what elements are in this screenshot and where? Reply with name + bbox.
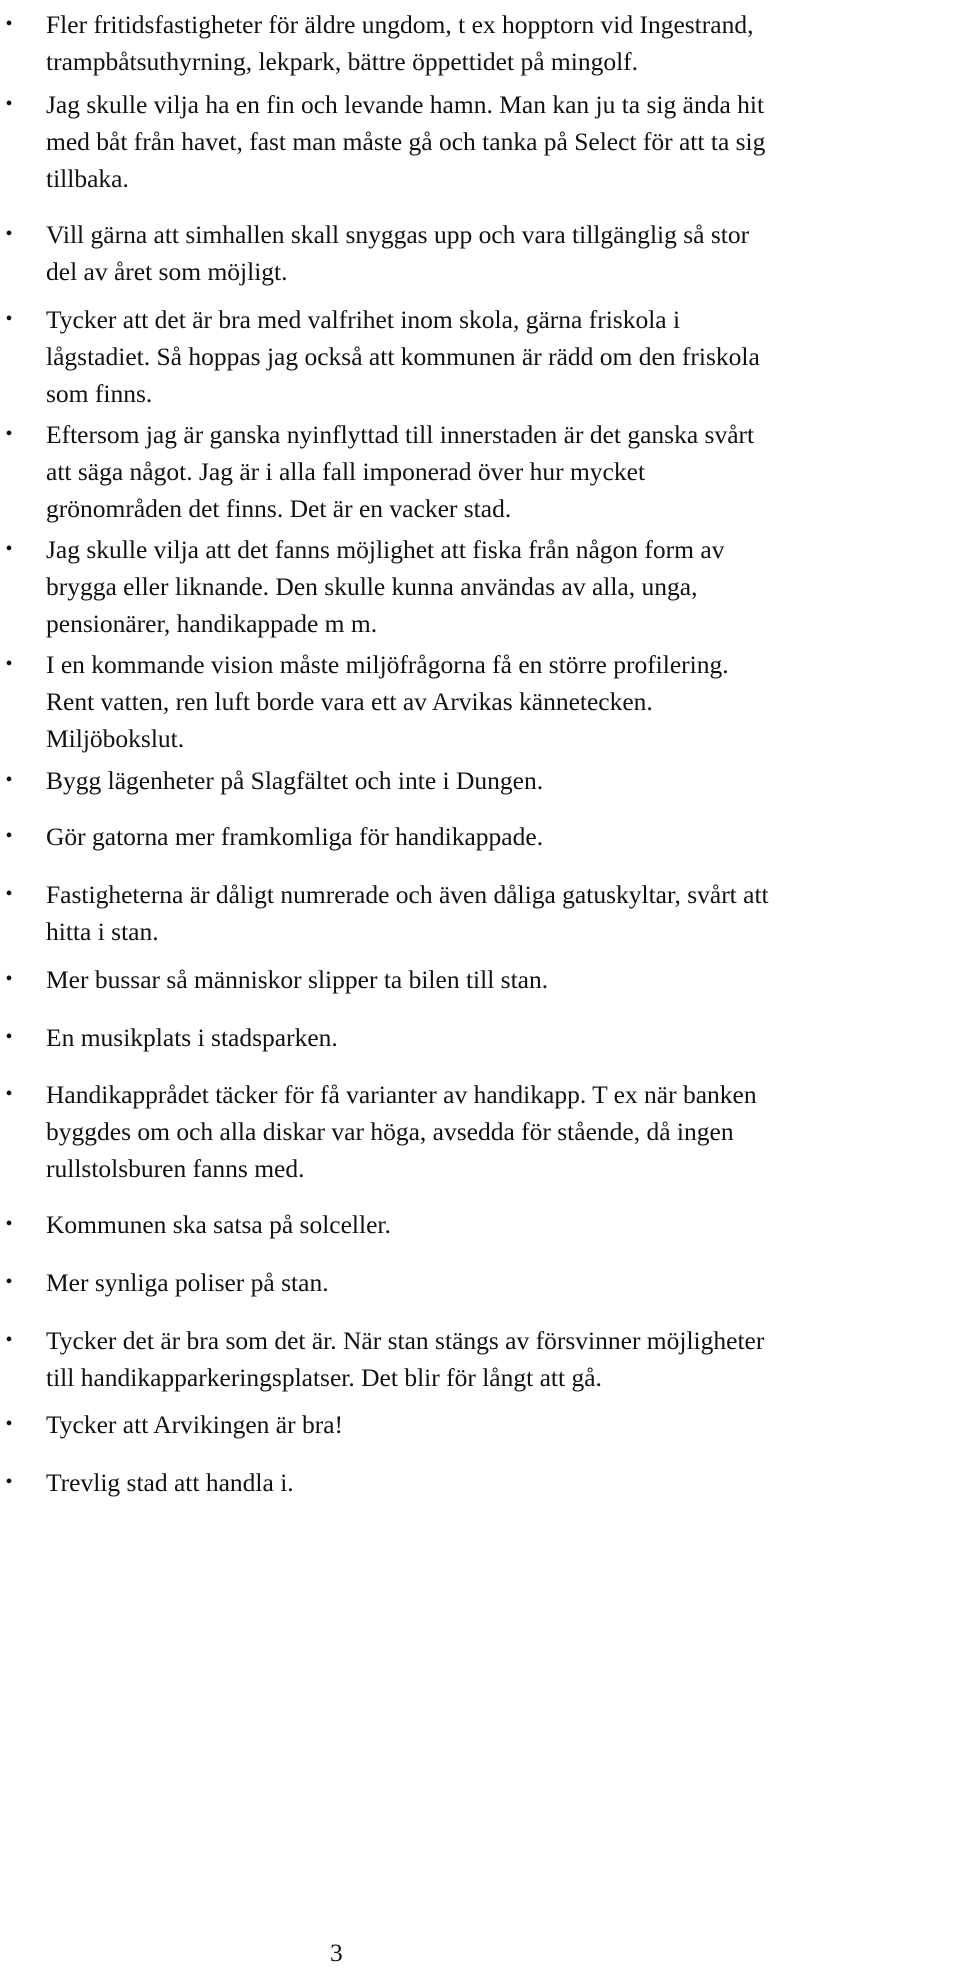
text-line: Handikapprådet täcker för få varianter av handikapp. T ex när banken xyxy=(46,1080,757,1109)
list-item-text xyxy=(46,1206,391,1243)
list-item-text xyxy=(46,961,548,998)
bullet-icon: • xyxy=(5,769,13,791)
list-item-text xyxy=(46,301,760,412)
bullet-icon: • xyxy=(5,1026,13,1048)
list-item-text xyxy=(46,1264,329,1301)
text-line: Fler fritidsfastigheter för äldre ungdom, t ex hopptorn vid Ingestrand, xyxy=(46,10,754,39)
text-line: pensionärer, handikappade m m. xyxy=(46,609,378,638)
text-line: till handikapparkeringsplatser. Det blir för långt att gå. xyxy=(46,1363,602,1392)
list-item-text xyxy=(46,1076,757,1187)
bullet-icon: • xyxy=(5,653,13,675)
text-line: Bygg lägenheter på Slagfältet och inte i Dungen. xyxy=(46,766,544,795)
text-line: med båt från havet, fast man måste gå och tanka på Select för att ta sig xyxy=(46,127,766,156)
text-line: Eftersom jag är ganska nyinflyttad till innerstaden är det ganska svårt xyxy=(46,420,755,449)
text-line: Vill gärna att simhallen skall snyggas upp och vara tillgänglig så stor xyxy=(46,220,750,249)
text-line: rullstolsburen fanns med. xyxy=(46,1154,305,1183)
list-item-text xyxy=(46,6,753,80)
text-line: Trevlig stad att handla i. xyxy=(46,1468,294,1497)
list-item-text xyxy=(46,876,769,950)
text-line: I en kommande vision måste miljöfrågorna få en större profilering. xyxy=(46,650,729,679)
text-line: grönområden det finns. Det är en vacker stad. xyxy=(46,494,512,523)
text-line: Jag skulle vilja ha en fin och levande hamn. Man kan ju ta sig ända hit xyxy=(46,90,765,119)
text-line: Fastigheterna är dåligt numrerade och även dåliga gatuskyltar, svårt att xyxy=(46,880,769,909)
list-item-text xyxy=(46,216,749,290)
text-line: Mer synliga poliser på stan. xyxy=(46,1268,329,1297)
list-item-text xyxy=(46,1322,764,1396)
text-line: Miljöbokslut. xyxy=(46,724,185,753)
bullet-icon: • xyxy=(5,538,13,560)
text-line: att säga något. Jag är i alla fall imponerad över hur mycket xyxy=(46,457,646,486)
bullet-icon: • xyxy=(5,1471,13,1493)
text-line: byggdes om och alla diskar var höga, avsedda för stående, då ingen xyxy=(46,1117,734,1146)
bullet-icon: • xyxy=(5,13,13,35)
text-line: Tycker att det är bra med valfrihet inom skola, gärna friskola i xyxy=(46,305,681,334)
bullet-icon: • xyxy=(5,1329,13,1351)
text-line: tillbaka. xyxy=(46,164,129,193)
text-line: trampbåtsuthyrning, lekpark, bättre öppettidet på mingolf. xyxy=(46,47,639,76)
text-line: Kommunen ska satsa på solceller. xyxy=(46,1210,391,1239)
text-line: Jag skulle vilja att det fanns möjlighet att fiska från någon form av xyxy=(46,535,725,564)
bullet-icon: • xyxy=(5,1213,13,1235)
list-item-text xyxy=(46,1406,343,1443)
text-line: lågstadiet. Så hoppas jag också att kommunen är rädd om den friskola xyxy=(46,342,760,371)
bullet-icon: • xyxy=(5,968,13,990)
text-line: Tycker det är bra som det är. När stan stängs av försvinner möjligheter xyxy=(46,1326,765,1355)
list-item-text xyxy=(46,531,724,642)
list-item-text xyxy=(46,762,543,799)
text-line: Mer bussar så människor slipper ta bilen till stan. xyxy=(46,965,549,994)
bullet-icon: • xyxy=(5,93,13,115)
text-line: del av året som möjligt. xyxy=(46,257,288,286)
bullet-icon: • xyxy=(5,223,13,245)
text-line: Rent vatten, ren luft borde vara ett av Arvikas kännetecken. xyxy=(46,687,653,716)
bullet-icon: • xyxy=(5,1413,13,1435)
list-item-text xyxy=(46,416,754,527)
text-line: Tycker att Arvikingen är bra! xyxy=(46,1410,344,1439)
list-item-text xyxy=(46,818,543,855)
bullet-icon: • xyxy=(5,1271,13,1293)
bullet-icon: • xyxy=(5,1083,13,1105)
list-item-text xyxy=(46,646,729,757)
list-item-text xyxy=(46,86,765,197)
list-item-text xyxy=(46,1019,338,1056)
text-line: brygga eller liknande. Den skulle kunna användas av alla, unga, xyxy=(46,572,698,601)
text-line: Gör gatorna mer framkomliga för handikappade. xyxy=(46,822,544,851)
bullet-icon: • xyxy=(5,883,13,905)
text-line: som finns. xyxy=(46,379,153,408)
bullet-icon: • xyxy=(5,308,13,330)
page-number: 3 xyxy=(330,1938,343,1967)
bullet-icon: • xyxy=(5,423,13,445)
text-line: hitta i stan. xyxy=(46,917,159,946)
text-line: En musikplats i stadsparken. xyxy=(46,1023,338,1052)
list-item-text xyxy=(46,1464,294,1501)
bullet-icon: • xyxy=(5,825,13,847)
